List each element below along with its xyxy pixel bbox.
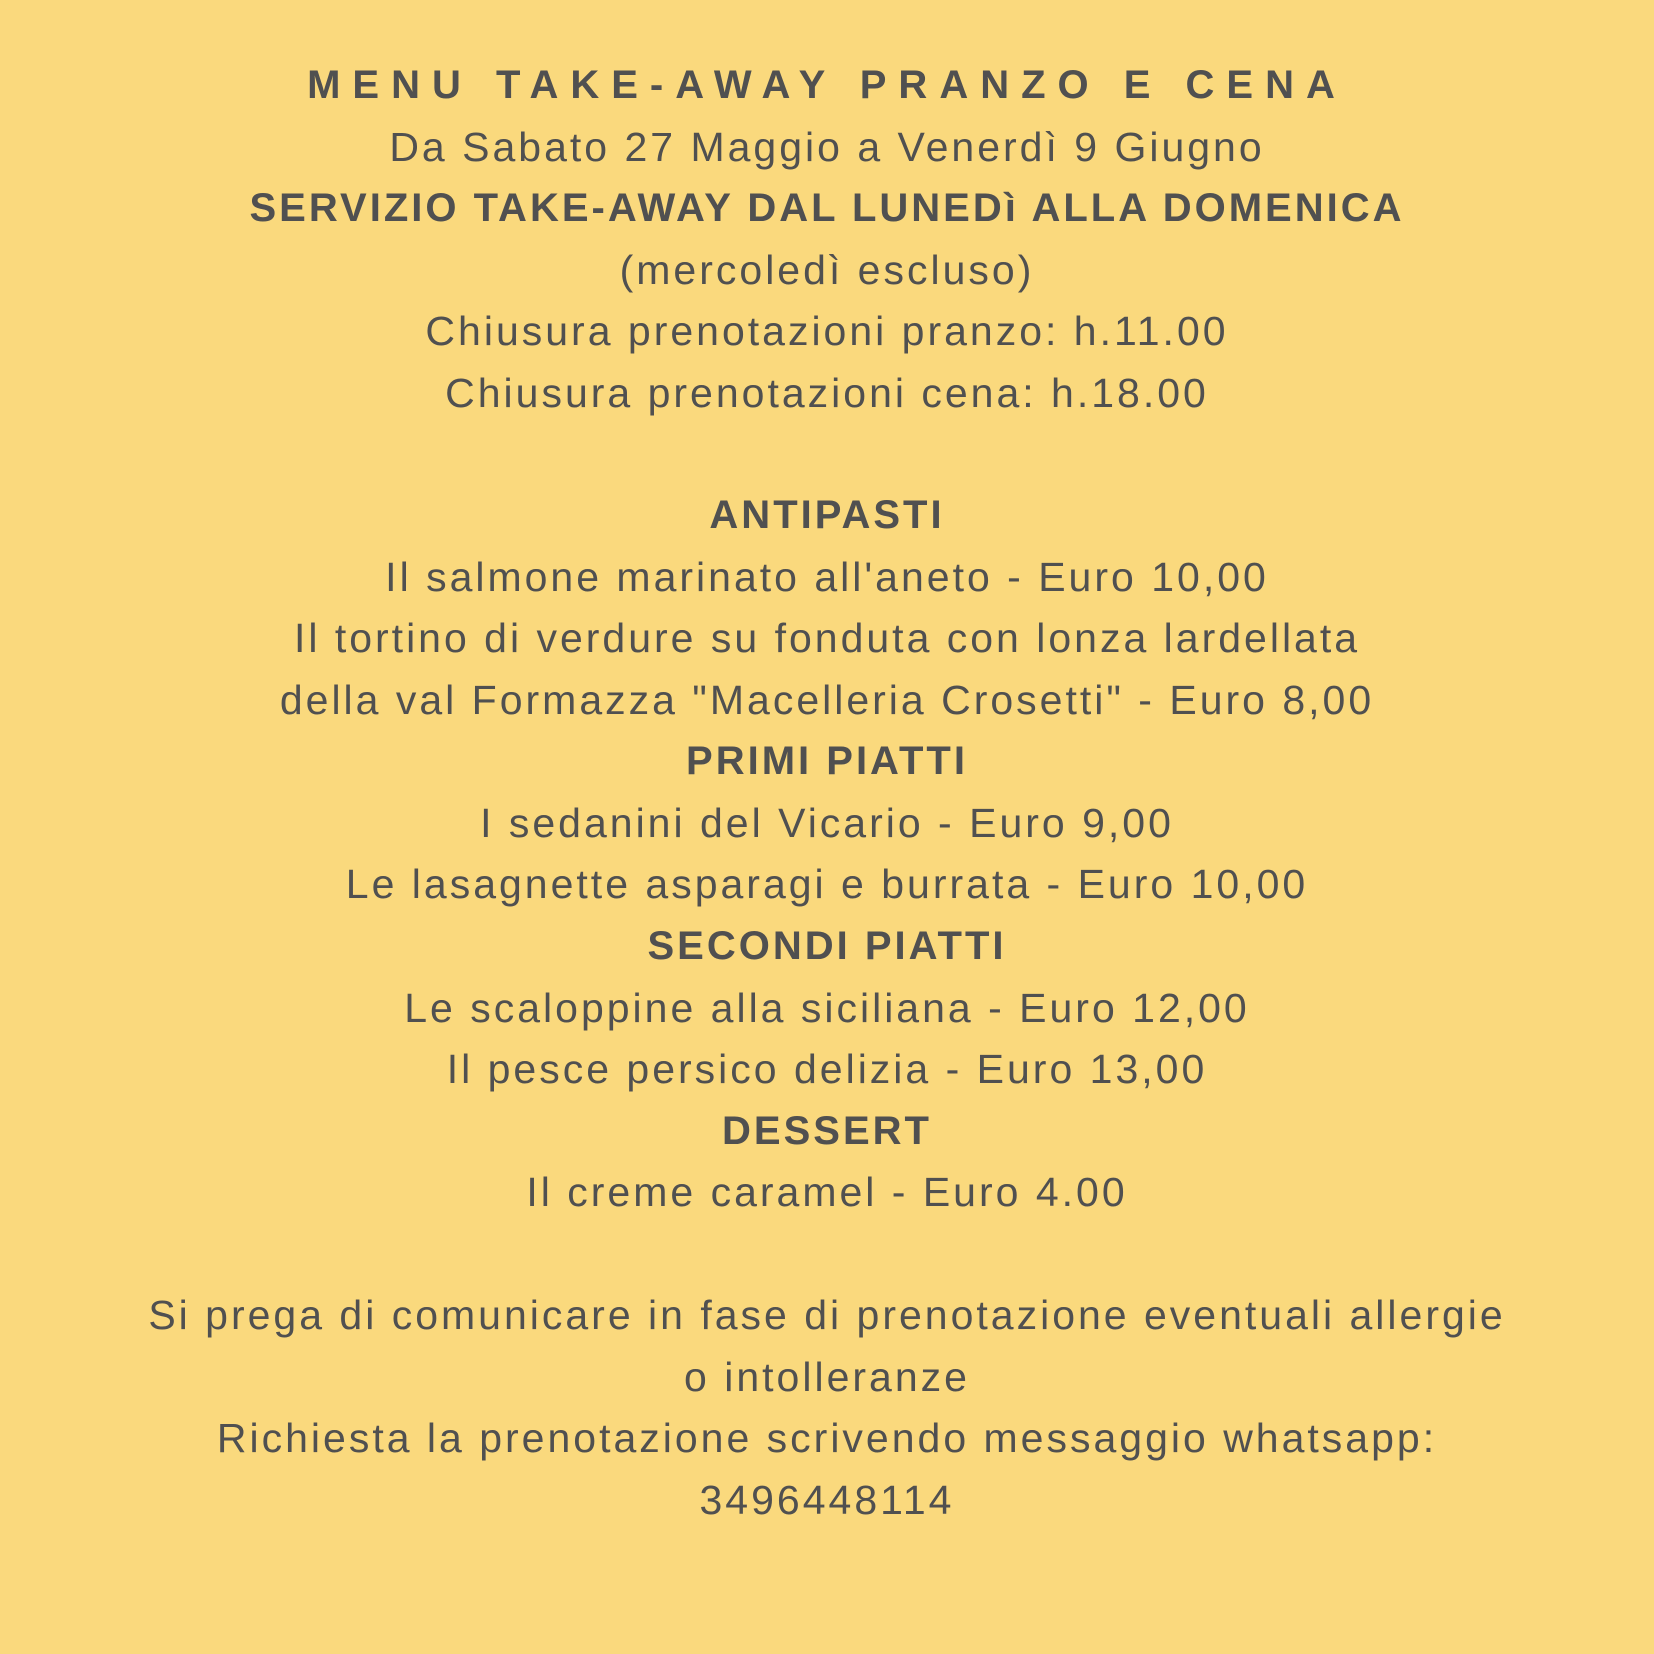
menu-item: Le lasagnette asparagi e burrata - Euro 10,00: [345, 861, 1309, 907]
closing-lunch: Chiusura prenotazioni pranzo: h.11.00: [425, 308, 1229, 354]
date-range: Da Sabato 27 Maggio a Venerdì 9 Giugno: [389, 124, 1265, 170]
section-heading-antipasti: ANTIPASTI: [709, 493, 945, 537]
page-title: MENU TAKE-AWAY PRANZO E CENA: [307, 63, 1347, 107]
section-heading-secondi: SECONDI PIATTI: [647, 924, 1007, 968]
menu-item: Il salmone marinato all'aneto - Euro 10,00: [385, 554, 1269, 600]
section-heading-primi: PRIMI PIATTI: [686, 739, 968, 783]
menu-item: Il tortino di verdure su fonduta con lonza lardellata: [293, 615, 1361, 661]
menu-item: Il pesce persico delizia - Euro 13,00: [446, 1046, 1208, 1092]
closing-dinner: Chiusura prenotazioni cena: h.18.00: [445, 370, 1209, 416]
allergy-notice: Si prega di comunicare in fase di prenotazione eventuali allergie: [148, 1292, 1506, 1338]
booking-instructions: Richiesta la prenotazione scrivendo messaggio whatsapp:: [216, 1415, 1438, 1461]
menu-item: Le scaloppine alla siciliana - Euro 12,00: [404, 985, 1250, 1031]
menu-item: I sedanini del Vicario - Euro 9,00: [480, 800, 1174, 846]
section-heading-dessert: DESSERT: [722, 1109, 932, 1153]
whatsapp-phone-number: 3496448114: [699, 1477, 955, 1523]
menu-item: Il creme caramel - Euro 4.00: [526, 1169, 1128, 1215]
allergy-notice-continued: o intolleranze: [684, 1354, 970, 1400]
service-note: (mercoledì escluso): [619, 247, 1035, 293]
service-days: SERVIZIO TAKE-AWAY DAL LUNEDì ALLA DOMENICA: [249, 186, 1405, 230]
menu-item: della val Formazza "Macelleria Crosetti" - Euro 8,00: [279, 677, 1375, 723]
